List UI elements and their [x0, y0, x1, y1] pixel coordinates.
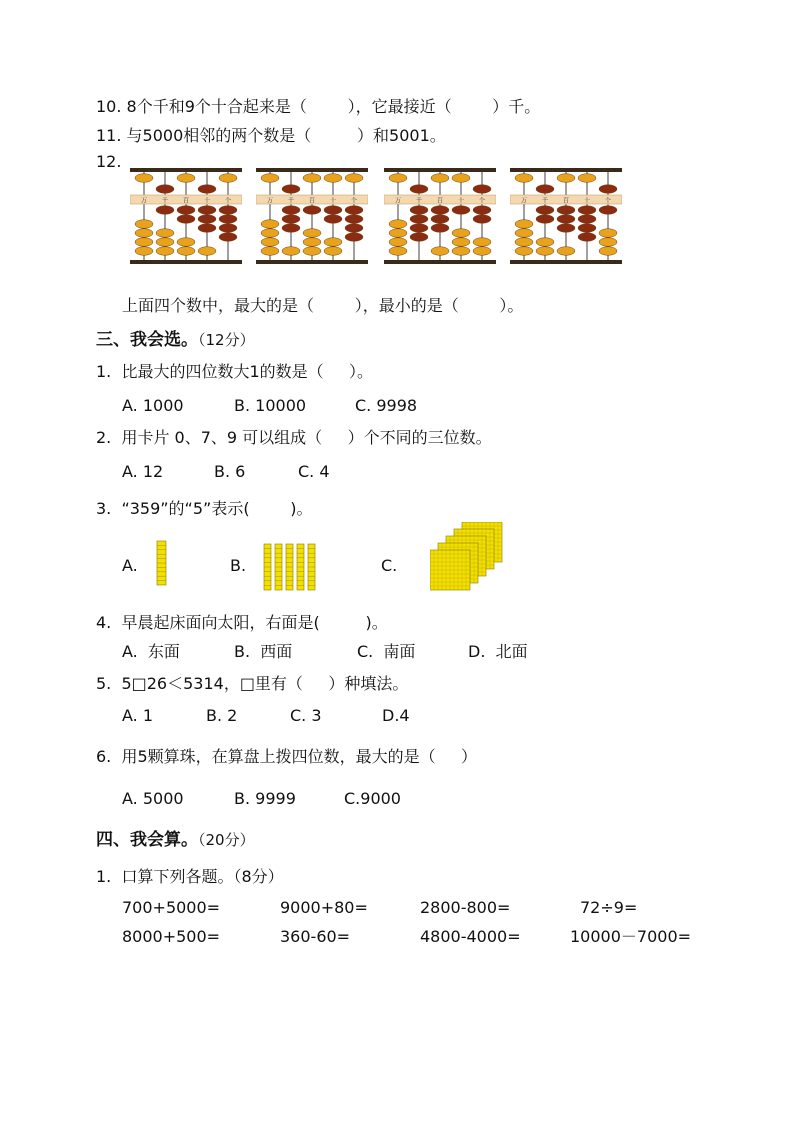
abacus-bead: [578, 233, 596, 242]
rod-label: 百: [182, 197, 190, 205]
abacus-bead: [345, 224, 363, 233]
abacus-bead: [578, 174, 596, 183]
abacus-bead: [599, 247, 617, 256]
abacus-bead: [410, 185, 428, 194]
abacus-bead: [261, 174, 279, 183]
hundred-flat: [430, 550, 470, 590]
option-c: C.9000: [344, 789, 401, 808]
s3-question-3: 3. “359”的“5”表示( )。: [96, 499, 313, 518]
abacus-bead: [282, 247, 300, 256]
abacus-bead: [261, 247, 279, 256]
s3-question-6: 6. 用5颗算珠，在算盘上拨四位数，最大的是（ ）: [96, 747, 478, 766]
abacus-top-bar: [510, 168, 622, 172]
rod-label: 百: [436, 197, 444, 205]
option-b: B. 10000: [234, 396, 307, 415]
section-4-points: （20分）: [198, 831, 255, 849]
option-a: A.: [122, 556, 138, 575]
s3-question-2: 2. 用卡片 0、7、9 可以组成（ ）个不同的三位数。: [96, 428, 492, 447]
abacus-bead: [324, 247, 342, 256]
abacus-bead: [198, 247, 216, 256]
five-rods-of-ten-icon: [262, 542, 324, 592]
abacus-bead: [261, 238, 279, 247]
abacus-bead: [345, 233, 363, 242]
abacus-bead: [557, 247, 575, 256]
abacus-bead: [219, 206, 237, 215]
abacus-bead: [198, 224, 216, 233]
abacus-1: [130, 168, 242, 264]
option-a: A. 1: [122, 706, 154, 725]
abacus-bottom-bar: [130, 260, 242, 264]
calc-item: 700+5000=: [122, 898, 221, 917]
abacus-bead: [261, 229, 279, 238]
s3-question-4: 4. 早晨起床面向太阳，右面是( )。: [96, 613, 388, 632]
abacus-bead: [515, 238, 533, 247]
abacus-3: [384, 168, 496, 264]
section-3-title: 三、我会选。: [96, 330, 198, 350]
abacus-bead: [473, 206, 491, 215]
option-c: C. 4: [298, 462, 330, 481]
abacus-bead: [452, 247, 470, 256]
abacus-bead: [324, 206, 342, 215]
abacus-bead: [431, 206, 449, 215]
option-b: B. 西面: [234, 642, 293, 661]
rod-label: 个: [350, 197, 358, 205]
s3-question-5: 5. 5□26＜5314，□里有（ ）种填法。: [96, 674, 409, 693]
abacus-bead: [473, 247, 491, 256]
rod-label: 十: [203, 197, 211, 205]
abacus-bead: [303, 174, 321, 183]
abacus-bead: [303, 247, 321, 256]
abacus-bead: [515, 174, 533, 183]
s4-question-1: 1. 口算下列各题。（8分）: [96, 867, 284, 886]
abacus-bead: [410, 233, 428, 242]
abacus-bead: [324, 238, 342, 247]
calc-item: 2800-800=: [420, 898, 511, 917]
stacked-hundred-flats-icon: [430, 522, 514, 594]
abacus-bead: [599, 206, 617, 215]
abacus-bead: [345, 215, 363, 224]
abacus-bead: [135, 247, 153, 256]
abacus-bead: [452, 206, 470, 215]
abacus-bead: [177, 215, 195, 224]
abacus-bead: [578, 215, 596, 224]
option-a: A. 12: [122, 462, 164, 481]
abacus-bead: [599, 238, 617, 247]
abacus-top-bar: [130, 168, 242, 172]
question-12-text: 上面四个数中，最大的是（ ），最小的是（ ）。: [122, 296, 524, 315]
abacus-top-bar: [384, 168, 496, 172]
option-a: A. 东面: [122, 642, 180, 661]
abacus-bead: [536, 206, 554, 215]
abacus-bead: [135, 229, 153, 238]
abacus-bead: [156, 206, 174, 215]
abacus-bead: [389, 174, 407, 183]
option-d: D.4: [382, 706, 410, 725]
option-d: D. 北面: [468, 642, 528, 661]
abacus-bead: [431, 174, 449, 183]
option-b: B. 2: [206, 706, 238, 725]
abacus-bead: [515, 247, 533, 256]
abacus-bead: [135, 238, 153, 247]
abacus-bead: [473, 215, 491, 224]
option-c: C. 9998: [355, 396, 418, 415]
abacus-bead: [557, 206, 575, 215]
abacus-bead: [557, 174, 575, 183]
abacus-bead: [431, 247, 449, 256]
abacus-bead: [515, 229, 533, 238]
single-rod-of-ten-icon: [154, 540, 170, 588]
abacus-bead: [219, 174, 237, 183]
option-c: C. 南面: [357, 642, 416, 661]
abacus-bead: [473, 185, 491, 194]
rod-label: 千: [541, 197, 549, 205]
question-10: 10. 8个千和9个十合起来是（ ），它最接近（ ）千。: [96, 97, 541, 116]
s3-question-1: 1. 比最大的四位数大1的数是（ ）。: [96, 362, 374, 381]
section-3-points: （12分）: [198, 331, 255, 349]
abacus-bead: [177, 238, 195, 247]
question-11: 11. 与5000相邻的两个数是（ ）和5001。: [96, 126, 446, 145]
abacus-bead: [177, 174, 195, 183]
abacus-bottom-bar: [256, 260, 368, 264]
abacus-bead: [219, 233, 237, 242]
abacus-bead: [452, 174, 470, 183]
abacus-bead: [578, 206, 596, 215]
abacus-bead: [303, 238, 321, 247]
option-b: B. 6: [214, 462, 246, 481]
abacus-bead: [515, 220, 533, 229]
abacus-bead: [389, 220, 407, 229]
option-c: C.: [381, 556, 398, 575]
abacus-bead: [557, 215, 575, 224]
calc-item: 10000－7000=: [570, 927, 692, 946]
abacus-4: [510, 168, 622, 264]
abacus-bead: [431, 215, 449, 224]
abacus-bead: [303, 206, 321, 215]
abacus-bead: [599, 185, 617, 194]
abacus-bead: [135, 220, 153, 229]
abacus-bead: [177, 247, 195, 256]
abacus-bead: [198, 206, 216, 215]
rod-label: 百: [562, 197, 570, 205]
rod-label: 千: [415, 197, 423, 205]
rod-label: 十: [329, 197, 337, 205]
abacus-bead: [324, 174, 342, 183]
abacus-bead: [452, 238, 470, 247]
abacus-bead: [389, 247, 407, 256]
option-c: C. 3: [290, 706, 322, 725]
abacus-bead: [452, 229, 470, 238]
section-4-heading: [96, 829, 255, 851]
abacus-bead: [219, 224, 237, 233]
calc-item: 360-60=: [280, 927, 351, 946]
rod-label: 千: [161, 197, 169, 205]
rod-label: 个: [478, 197, 486, 205]
abacus-bead: [431, 224, 449, 233]
section-3-heading: [96, 329, 255, 351]
abacus-bead: [198, 185, 216, 194]
rod-label: 个: [604, 197, 612, 205]
abacus-bead: [261, 220, 279, 229]
rod-label: 十: [583, 197, 591, 205]
calc-item: 9000+80=: [280, 898, 368, 917]
rod-label: 万: [140, 197, 148, 205]
abacus-2: [256, 168, 368, 264]
section-4-title: 四、我会算。: [96, 830, 198, 850]
rod-label: 万: [520, 197, 528, 205]
abacus-bead: [389, 229, 407, 238]
abacus-bead: [198, 215, 216, 224]
option-b: B.: [230, 556, 247, 575]
abacus-bead: [410, 215, 428, 224]
abacus-bead: [410, 224, 428, 233]
rod-label: 个: [224, 197, 232, 205]
rod-label: 万: [394, 197, 402, 205]
abacus-bead: [303, 229, 321, 238]
option-a: A. 1000: [122, 396, 184, 415]
option-b: B. 9999: [234, 789, 296, 808]
abacus-bead: [473, 238, 491, 247]
calc-item: 4800-4000=: [420, 927, 521, 946]
abacus-bead: [536, 185, 554, 194]
abacus-bead: [578, 224, 596, 233]
abacus-bead: [557, 224, 575, 233]
option-a: A. 5000: [122, 789, 184, 808]
abacus-bead: [219, 215, 237, 224]
abacus-bottom-bar: [510, 260, 622, 264]
abacus-bead: [324, 215, 342, 224]
abacus-bottom-bar: [384, 260, 496, 264]
abacus-bead: [536, 247, 554, 256]
abacus-bead: [282, 185, 300, 194]
abacus-bead: [156, 229, 174, 238]
abacus-bead: [156, 185, 174, 194]
abacus-bead: [345, 206, 363, 215]
abacus-bead: [410, 206, 428, 215]
calc-item: 8000+500=: [122, 927, 221, 946]
abacus-bead: [345, 174, 363, 183]
abacus-bead: [282, 224, 300, 233]
question-12-number: 12.: [96, 152, 122, 171]
abacus-bead: [156, 247, 174, 256]
abacus-bead: [135, 174, 153, 183]
abacus-bead: [177, 206, 195, 215]
abacus-bead: [156, 238, 174, 247]
rod-label: 十: [457, 197, 465, 205]
abacus-top-bar: [256, 168, 368, 172]
rod-label: 千: [287, 197, 295, 205]
abacus-bead: [536, 238, 554, 247]
abacus-bead: [536, 215, 554, 224]
rod-label: 百: [308, 197, 316, 205]
rod-label: 万: [266, 197, 274, 205]
calc-row-2: [122, 927, 692, 1027]
abacus-bead: [389, 238, 407, 247]
abacus-bead: [282, 206, 300, 215]
calc-item: 72÷9=: [580, 898, 638, 917]
abacus-bead: [599, 229, 617, 238]
abacus-bead: [282, 215, 300, 224]
